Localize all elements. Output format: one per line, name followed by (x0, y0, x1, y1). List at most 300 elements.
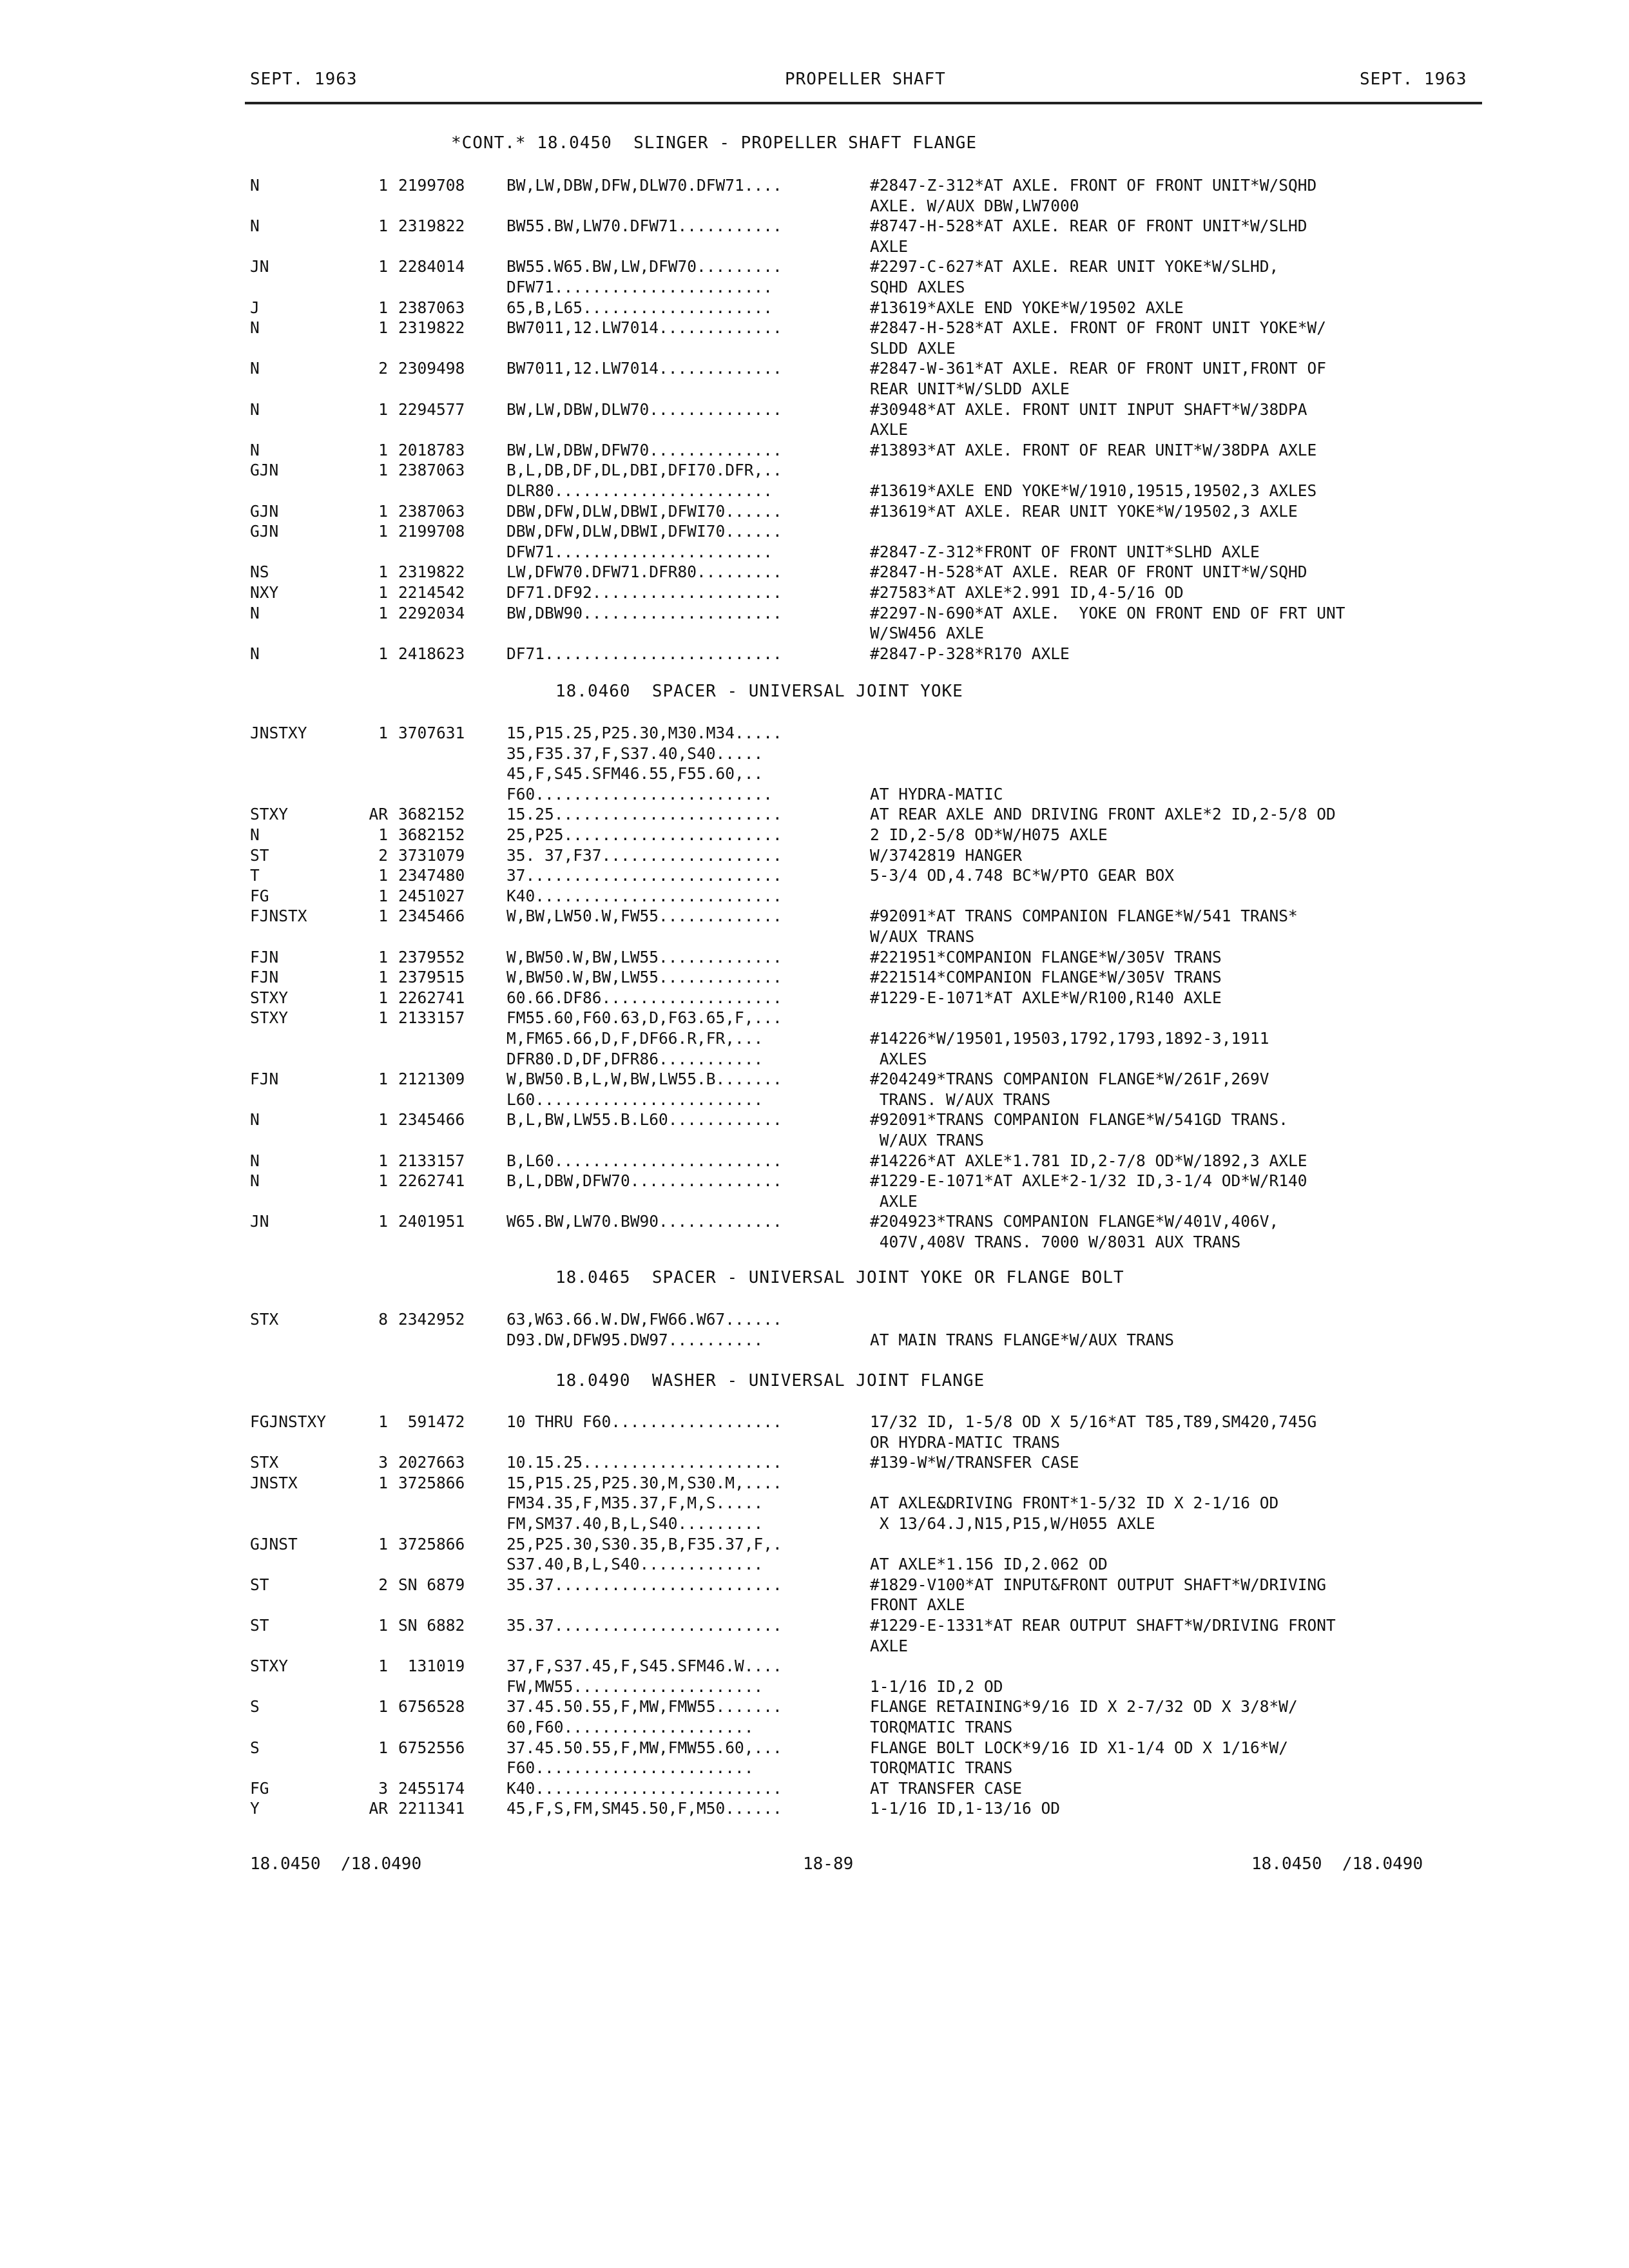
description: #2847-Z-312*AT AXLE. FRONT OF FRONT UNIT*W/SQHD (870, 176, 1317, 195)
table-row (0, 196, 1629, 216)
header-rule (245, 102, 1482, 104)
part-number: 2319822 (398, 562, 465, 582)
description: #221514*COMPANION FLANGE*W/305V TRANS (870, 968, 1222, 987)
description: #13619*AXLE END YOKE*W/1910,19515,19502,3 AXLES (870, 481, 1317, 500)
table-row (0, 419, 1629, 439)
table-row (0, 1432, 1629, 1452)
table-row (0, 1717, 1629, 1737)
footer-range-left: 18.0450 /18.0490 (250, 1854, 422, 1874)
part-number: 2121309 (398, 1070, 465, 1089)
table-row (0, 644, 1629, 664)
model-code: FG (250, 886, 269, 905)
applicable-models: BW,LW,DBW,DFW,DLW70.DFW71.... (506, 176, 782, 195)
table-row (0, 1758, 1629, 1778)
quantity: 1 (378, 886, 388, 905)
table-row (0, 1151, 1629, 1171)
part-number: 2018783 (398, 440, 465, 459)
model-code: GJN (250, 501, 279, 521)
table-row (0, 967, 1629, 987)
model-code: GJN (250, 461, 279, 480)
part-number: 2292034 (398, 603, 465, 622)
quantity: AR (369, 1799, 388, 1818)
header-date-left: SEPT. 1963 (250, 70, 358, 89)
description: AT AXLE&DRIVING FRONT*1-5/32 ID X 2-1/16 OD (870, 1494, 1279, 1513)
description: #204249*TRANS COMPANION FLANGE*W/261F,269V (870, 1070, 1269, 1089)
part-number: 3725866 (398, 1473, 465, 1492)
table-row (0, 1232, 1629, 1252)
part-number: 2284014 (398, 257, 465, 276)
part-number: 2455174 (398, 1778, 465, 1798)
model-code: FG (250, 1778, 269, 1798)
description: #1829-V100*AT INPUT&FRONT OUTPUT SHAFT*W/DRIVING (870, 1575, 1327, 1594)
applicable-models: 15,P15.25,P25.30,M30.M34..... (506, 724, 782, 742)
quantity: 1 (378, 724, 388, 742)
table-row (0, 1211, 1629, 1231)
description: #30948*AT AXLE. FRONT UNIT INPUT SHAFT*W/38DPA (870, 399, 1307, 419)
part-number: 2199708 (398, 522, 465, 541)
table-row (0, 298, 1629, 318)
model-code: N (250, 399, 260, 419)
table-row (0, 1493, 1629, 1513)
part-number: 2347480 (398, 866, 465, 885)
part-number: 2211341 (398, 1799, 465, 1818)
applicable-models: 37,F,S37.45,F,S45.SFM46.W.... (506, 1657, 782, 1676)
quantity: 2 (378, 1575, 388, 1594)
applicable-models: BW7011,12.LW7014............. (506, 318, 782, 338)
description: OR HYDRA-MATIC TRANS (870, 1432, 1061, 1452)
quantity: 1 (378, 1473, 388, 1492)
model-code: N (250, 603, 260, 622)
applicable-models: 37........................... (506, 866, 782, 885)
description: AT TRANSFER CASE (870, 1778, 1023, 1798)
part-number: 2319822 (398, 216, 465, 236)
table-row (0, 277, 1629, 297)
description: AT HYDRA-MATIC (870, 784, 1003, 803)
applicable-models: 37.45.50.55,F,MW,FMW55....... (506, 1697, 782, 1716)
applicable-models: 15.25........................ (506, 805, 782, 824)
table-row (0, 1008, 1629, 1028)
applicable-models: 45,F,S,FM,SM45.50,F,M50...... (506, 1799, 782, 1818)
applicable-models: W65.BW,LW70.BW90............. (506, 1212, 782, 1231)
model-code: N (250, 318, 260, 338)
quantity: 1 (378, 216, 388, 236)
model-code: J (250, 298, 260, 317)
quantity: 1 (378, 1070, 388, 1089)
table-row (0, 256, 1629, 276)
table-row (0, 906, 1629, 926)
description: #14226*W/19501,19503,1792,1793,1892-3,1911 (870, 1029, 1269, 1048)
table-row (0, 947, 1629, 967)
description: #204923*TRANS COMPANION FLANGE*W/401V,406V, (870, 1212, 1279, 1231)
applicable-models: 25,P25....................... (506, 825, 782, 844)
applicable-models: S37.40,B,L,S40............. (506, 1555, 764, 1574)
quantity: 1 (378, 583, 388, 602)
applicable-models: 60,F60.................... (506, 1718, 754, 1736)
table-row (0, 1049, 1629, 1069)
table-row (0, 1696, 1629, 1716)
table-row (0, 886, 1629, 906)
section-title: *CONT.* 18.0450 SLINGER - PROPELLER SHAFT FLANGE (451, 133, 978, 153)
table-row (0, 764, 1629, 783)
part-number: SN 6882 (398, 1616, 465, 1635)
quantity: 1 (378, 1616, 388, 1635)
part-number: 2345466 (398, 1110, 465, 1129)
applicable-models: BW,LW,DBW,DFW70.............. (506, 440, 782, 459)
part-number: 2027663 (398, 1453, 465, 1472)
description: #8747-H-528*AT AXLE. REAR OF FRONT UNIT*W/SLHD (870, 216, 1307, 236)
section-title: 18.0465 SPACER - UNIVERSAL JOINT YOKE OR FLANGE BOLT (555, 1268, 1124, 1287)
section-title: 18.0490 WASHER - UNIVERSAL JOINT FLANGE (555, 1371, 985, 1390)
model-code: GJNST (250, 1534, 298, 1553)
description: #92091*TRANS COMPANION FLANGE*W/541GD TRANS. (870, 1110, 1289, 1129)
model-code: N (250, 216, 260, 236)
applicable-models: BW,LW,DBW,DLW70.............. (506, 399, 782, 419)
quantity: 8 (378, 1310, 388, 1329)
part-number: 2199708 (398, 176, 465, 195)
description: TORQMATIC TRANS (870, 1758, 1013, 1778)
model-code: T (250, 866, 260, 885)
table-row (0, 582, 1629, 602)
table-row (0, 1656, 1629, 1676)
description: W/3742819 HANGER (870, 845, 1023, 865)
description: REAR UNIT*W/SLDD AXLE (870, 380, 1070, 398)
description: #13619*AXLE END YOKE*W/19502 AXLE (870, 298, 1184, 317)
applicable-models: FM,SM37.40,B,L,S40......... (506, 1514, 764, 1533)
applicable-models: L60........................ (506, 1090, 764, 1109)
description: #2847-H-528*AT AXLE. REAR OF FRONT UNIT*W/SQHD (870, 562, 1307, 582)
description: W/AUX TRANS (870, 927, 975, 946)
table-row (0, 338, 1629, 358)
quantity: 1 (378, 522, 388, 541)
model-code: NS (250, 562, 269, 582)
table-row (0, 1636, 1629, 1656)
table-row (0, 845, 1629, 865)
applicable-models: W,BW50.W,BW,LW55............. (506, 947, 782, 966)
applicable-models: W,BW50.W,BW,LW55............. (506, 968, 782, 987)
part-number: 6756528 (398, 1697, 465, 1716)
table-row (0, 1677, 1629, 1696)
applicable-models: 10 THRU F60.................. (506, 1412, 782, 1431)
quantity: 1 (378, 1212, 388, 1231)
applicable-models: 10.15.25..................... (506, 1453, 782, 1472)
applicable-models: DFR80.D,DF,DFR86........... (506, 1049, 764, 1068)
description: #14226*AT AXLE*1.781 ID,2-7/8 OD*W/1892,3 AXLE (870, 1151, 1307, 1170)
table-row (0, 501, 1629, 521)
table-row (0, 1171, 1629, 1191)
table-row (0, 623, 1629, 643)
model-code: STX (250, 1310, 279, 1329)
applicable-models: F60......................... (506, 784, 773, 803)
table-row (0, 481, 1629, 501)
description: 5-3/4 OD,4.748 BC*W/PTO GEAR BOX (870, 866, 1175, 885)
description: #2847-H-528*AT AXLE. FRONT OF FRONT UNIT YOKE*W/ (870, 318, 1327, 338)
model-code: STXY (250, 1008, 289, 1028)
model-code: N (250, 440, 260, 459)
applicable-models: 35.37........................ (506, 1575, 782, 1594)
description: FLANGE BOLT LOCK*9/16 ID X1-1/4 OD X 1/16*W/ (870, 1738, 1289, 1757)
description: W/SW456 AXLE (870, 624, 985, 643)
description: AXLE (870, 1191, 918, 1211)
quantity: 1 (378, 825, 388, 844)
table-row (0, 865, 1629, 885)
description: 17/32 ID, 1-5/8 OD X 5/16*AT T85,T89,SM420,745G (870, 1412, 1317, 1431)
applicable-models: F60....................... (506, 1758, 754, 1778)
table-row (0, 927, 1629, 947)
table-row (0, 542, 1629, 562)
quantity: 1 (378, 501, 388, 521)
description: AXLE. W/AUX DBW,LW7000 (870, 196, 1079, 215)
applicable-models: DLR80....................... (506, 481, 773, 500)
table-row (0, 1130, 1629, 1150)
description: #13893*AT AXLE. FRONT OF REAR UNIT*W/38DPA AXLE (870, 440, 1317, 459)
quantity: 1 (378, 968, 388, 987)
quantity: 3 (378, 1778, 388, 1798)
model-code: FGJNSTXY (250, 1412, 327, 1431)
description: TRANS. W/AUX TRANS (870, 1090, 1051, 1109)
quantity: 2 (378, 359, 388, 378)
quantity: 1 (378, 907, 388, 926)
quantity: 1 (378, 176, 388, 195)
description: 407V,408V TRANS. 7000 W/8031 AUX TRANS (870, 1233, 1241, 1251)
quantity: 1 (378, 1171, 388, 1191)
model-code: JN (250, 1212, 269, 1231)
part-number: 2345466 (398, 907, 465, 926)
part-number: 2309498 (398, 359, 465, 378)
part-number: SN 6879 (398, 1575, 465, 1594)
applicable-models: FM34.35,F,M35.37,F,M,S..... (506, 1494, 764, 1513)
model-code: N (250, 644, 260, 663)
model-code: ST (250, 1575, 269, 1594)
table-row (0, 744, 1629, 764)
applicable-models: 35. 37,F37................... (506, 845, 782, 865)
part-number: 591472 (398, 1412, 465, 1431)
table-row (0, 1110, 1629, 1129)
part-number: 2214542 (398, 583, 465, 602)
model-code: FJN (250, 1070, 279, 1089)
applicable-models: BW55.W65.BW,LW,DFW70......... (506, 257, 782, 276)
table-row (0, 358, 1629, 378)
applicable-models: D93.DW,DFW95.DW97.......... (506, 1330, 764, 1349)
quantity: 1 (378, 318, 388, 338)
description: #2847-W-361*AT AXLE. REAR OF FRONT UNIT,FRONT OF (870, 359, 1327, 378)
part-number: 2133157 (398, 1008, 465, 1028)
part-number: 131019 (398, 1657, 465, 1676)
section-title: 18.0460 SPACER - UNIVERSAL JOINT YOKE (555, 682, 963, 701)
quantity: 1 (378, 1657, 388, 1676)
model-code: N (250, 359, 260, 378)
applicable-models: K40.......................... (506, 886, 782, 905)
part-number: 2387063 (398, 461, 465, 480)
table-row (0, 825, 1629, 845)
table-row (0, 1309, 1629, 1329)
table-row (0, 175, 1629, 195)
description: AXLE (870, 1636, 909, 1655)
description: AT AXLE*1.156 ID,2.062 OD (870, 1555, 1108, 1574)
applicable-models: B,L,DBW,DFW70................ (506, 1171, 782, 1191)
description: 1-1/16 ID,1-13/16 OD (870, 1799, 1061, 1818)
model-code: GJN (250, 522, 279, 541)
part-number: 2379515 (398, 968, 465, 987)
applicable-models: 60.66.DF86................... (506, 988, 782, 1007)
model-code: N (250, 176, 260, 195)
applicable-models: DFW71....................... (506, 542, 773, 561)
part-number: 2262741 (398, 1171, 465, 1191)
description: AT MAIN TRANS FLANGE*W/AUX TRANS (870, 1330, 1175, 1349)
table-row (0, 1069, 1629, 1089)
table-row (0, 399, 1629, 419)
applicable-models: B,L,DB,DF,DL,DBI,DFI70.DFR,.. (506, 461, 782, 480)
description: #221951*COMPANION FLANGE*W/305V TRANS (870, 947, 1222, 966)
quantity: 1 (378, 1697, 388, 1716)
model-code: N (250, 825, 260, 844)
part-number: 2379552 (398, 947, 465, 966)
description: #92091*AT TRANS COMPANION FLANGE*W/541 TRANS* (870, 907, 1298, 926)
footer-page-number: 18-89 (803, 1854, 854, 1874)
description: FLANGE RETAINING*9/16 ID X 2-7/32 OD X 3/8*W/ (870, 1697, 1298, 1716)
table-row (0, 440, 1629, 460)
table-row (0, 521, 1629, 541)
table-row (0, 1473, 1629, 1493)
applicable-models: K40.......................... (506, 1778, 782, 1798)
quantity: 1 (378, 399, 388, 419)
table-row (0, 318, 1629, 338)
model-code: N (250, 1110, 260, 1129)
model-code: JN (250, 257, 269, 276)
description: AXLE (870, 420, 909, 439)
table-row (0, 379, 1629, 399)
description: #2847-Z-312*FRONT OF FRONT UNIT*SLHD AXLE (870, 542, 1260, 561)
table-row (0, 1090, 1629, 1110)
table-row (0, 1452, 1629, 1472)
table-row (0, 1738, 1629, 1758)
applicable-models: FM55.60,F60.63,D,F63.65,F,... (506, 1008, 782, 1028)
model-code: STX (250, 1453, 279, 1472)
table-row (0, 723, 1629, 743)
quantity: 1 (378, 1738, 388, 1757)
description: AXLE (870, 236, 909, 256)
quantity: 1 (378, 1534, 388, 1553)
part-number: 2342952 (398, 1310, 465, 1329)
applicable-models: BW7011,12.LW7014............. (506, 359, 782, 378)
description: 2 ID,2-5/8 OD*W/H075 AXLE (870, 825, 1108, 844)
table-row (0, 460, 1629, 480)
description: #2847-P-328*R170 AXLE (870, 644, 1070, 663)
description: #139-W*W/TRANSFER CASE (870, 1453, 1079, 1472)
model-code: STXY (250, 1657, 289, 1676)
model-code: Y (250, 1799, 260, 1818)
applicable-models: 45,F,S45.SFM46.55,F55.60,.. (506, 764, 764, 783)
header-date-right: SEPT. 1963 (1360, 70, 1467, 89)
applicable-models: W,BW,LW50.W,FW55............. (506, 907, 782, 926)
applicable-models: BW55.BW,LW70.DFW71........... (506, 216, 782, 236)
applicable-models: FW,MW55.................... (506, 1677, 764, 1696)
model-code: ST (250, 845, 269, 865)
applicable-models: 35.37........................ (506, 1616, 782, 1635)
description: #27583*AT AXLE*2.991 ID,4-5/16 OD (870, 583, 1184, 602)
table-row (0, 1534, 1629, 1554)
quantity: 1 (378, 1151, 388, 1170)
applicable-models: DFW71....................... (506, 278, 773, 296)
description: #2297-N-690*AT AXLE. YOKE ON FRONT END OF FRT UNT (870, 603, 1345, 622)
description: W/AUX TRANS (870, 1131, 985, 1149)
description: X 13/64.J,N15,P15,W/H055 AXLE (870, 1514, 1155, 1533)
part-number: 3707631 (398, 724, 465, 742)
quantity: 1 (378, 603, 388, 622)
part-number: 2387063 (398, 501, 465, 521)
applicable-models: DF71.DF92.................... (506, 583, 782, 602)
part-number: 2262741 (398, 988, 465, 1007)
table-row (0, 1412, 1629, 1432)
applicable-models: 25,P25.30,S30.35,B,F35.37,F,. (506, 1534, 782, 1553)
table-row (0, 1575, 1629, 1595)
table-row (0, 784, 1629, 804)
table-row (0, 988, 1629, 1008)
applicable-models: 65,B,L65.................... (506, 298, 773, 317)
table-row (0, 216, 1629, 236)
part-number: 2451027 (398, 886, 465, 905)
applicable-models: 63,W63.66.W.DW,FW66.W67...... (506, 1310, 782, 1329)
table-row (0, 1514, 1629, 1533)
part-number: 3731079 (398, 845, 465, 865)
applicable-models: 37.45.50.55,F,MW,FMW55.60,... (506, 1738, 782, 1757)
table-row (0, 1191, 1629, 1211)
quantity: 1 (378, 440, 388, 459)
applicable-models: 35,F35.37,F,S37.40,S40..... (506, 744, 764, 763)
applicable-models: DF71......................... (506, 644, 782, 663)
quantity: 1 (378, 1412, 388, 1431)
applicable-models: W,BW50.B,L,W,BW,LW55.B....... (506, 1070, 782, 1089)
table-row (0, 1330, 1629, 1350)
quantity: 1 (378, 461, 388, 480)
table-row (0, 1595, 1629, 1615)
quantity: 1 (378, 298, 388, 317)
applicable-models: 15,P15.25,P25.30,M,S30.M,.... (506, 1473, 782, 1492)
part-number: 2387063 (398, 298, 465, 317)
applicable-models: DBW,DFW,DLW,DBWI,DFWI70...... (506, 522, 782, 541)
part-number: 2319822 (398, 318, 465, 338)
description: #1229-E-1071*AT AXLE*W/R100,R140 AXLE (870, 988, 1222, 1007)
quantity: 1 (378, 1110, 388, 1129)
part-number: 3682152 (398, 805, 465, 824)
description: #1229-E-1331*AT REAR OUTPUT SHAFT*W/DRIVING FRONT (870, 1616, 1336, 1635)
model-code: S (250, 1738, 260, 1757)
part-number: 2294577 (398, 399, 465, 419)
description: 1-1/16 ID,2 OD (870, 1677, 1003, 1696)
applicable-models: DBW,DFW,DLW,DBWI,DFWI70...... (506, 501, 782, 521)
table-row (0, 804, 1629, 824)
quantity: 1 (378, 988, 388, 1007)
description: SQHD AXLES (870, 278, 965, 296)
quantity: 1 (378, 1008, 388, 1028)
table-row (0, 1798, 1629, 1818)
table-row (0, 236, 1629, 256)
applicable-models: M,FM65.66,D,F,DF66.R,FR,... (506, 1029, 764, 1048)
applicable-models: LW,DFW70.DFW71.DFR80......... (506, 562, 782, 582)
description: #13619*AT AXLE. REAR UNIT YOKE*W/19502,3 AXLE (870, 501, 1298, 521)
table-row (0, 603, 1629, 623)
description: #1229-E-1071*AT AXLE*2-1/32 ID,3-1/4 OD*W/R140 (870, 1171, 1307, 1191)
table-row (0, 562, 1629, 582)
table-row (0, 1778, 1629, 1798)
model-code: S (250, 1697, 260, 1716)
part-number: 2418623 (398, 644, 465, 663)
model-code: STXY (250, 805, 289, 824)
model-code: N (250, 1151, 260, 1170)
footer-range-right: 18.0450 /18.0490 (1251, 1854, 1423, 1874)
description: SLDD AXLE (870, 338, 956, 358)
description: FRONT AXLE (870, 1595, 965, 1615)
model-code: FJN (250, 947, 279, 966)
